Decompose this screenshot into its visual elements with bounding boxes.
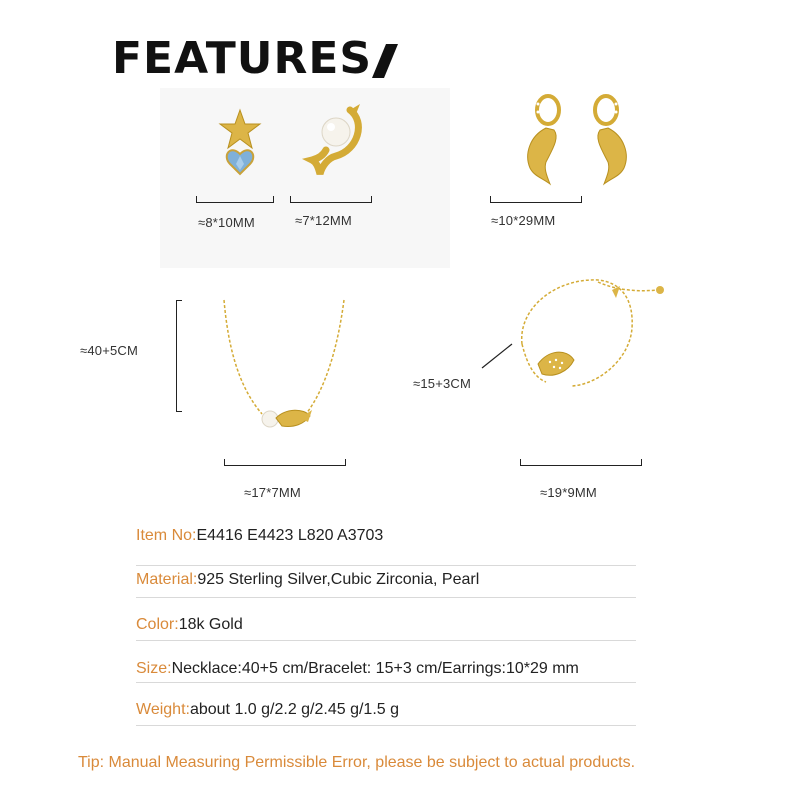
dimension-bracket — [176, 300, 182, 412]
dolphin-hoop-earrings-image — [510, 92, 642, 194]
slash-icon — [372, 44, 400, 80]
spec-label: Item No: — [136, 527, 197, 544]
page-title: FEATURES — [112, 33, 373, 84]
dimension-label: ≈40+5CM — [80, 343, 139, 358]
dimension-label: ≈15+3CM — [413, 376, 472, 391]
dolphin-bracelet-image — [516, 268, 672, 398]
product-backdrop — [160, 88, 450, 268]
spec-label: Color: — [136, 616, 179, 633]
tip-note: Tip: Manual Measuring Permissible Error, please be subject to actual products. — [78, 754, 636, 771]
spec-label: Weight: — [136, 701, 190, 718]
spec-value: 925 Sterling Silver,Cubic Zirconia, Pearl — [197, 571, 480, 588]
star-earring-image — [216, 108, 266, 180]
spec-value: E4416 E4423 L820 A3703 — [196, 527, 384, 544]
spec-label: Material: — [136, 571, 198, 588]
spec-item-no — [136, 527, 636, 566]
spec-value: about 1.0 g/2.2 g/2.45 g/1.5 g — [189, 701, 400, 718]
spec-value: Necklace:40+5 cm/Bracelet: 15+3 cm/Earrings:10*29 mm — [171, 660, 579, 677]
dolphin-pearl-earring-image — [306, 100, 364, 182]
dimension-label: ≈10*29MM — [491, 213, 556, 228]
dimension-label: ≈19*9MM — [540, 485, 597, 500]
dimension-label: ≈8*10MM — [198, 215, 255, 230]
spec-label: Size: — [136, 660, 172, 677]
dimension-bracket — [290, 196, 372, 203]
dimension-bracket — [196, 196, 274, 203]
dimension-bracket — [490, 196, 582, 203]
spec-size — [136, 660, 636, 683]
spec-weight — [136, 701, 636, 726]
dolphin-necklace-image — [220, 296, 350, 446]
dimension-bracket — [520, 459, 642, 466]
dimension-label: ≈7*12MM — [295, 213, 352, 228]
spec-material — [136, 571, 636, 598]
spec-value: 18k Gold — [178, 616, 243, 633]
spec-color — [136, 616, 636, 641]
pointer-line — [480, 340, 516, 370]
dimension-bracket — [224, 459, 346, 466]
dimension-label: ≈17*7MM — [244, 485, 301, 500]
